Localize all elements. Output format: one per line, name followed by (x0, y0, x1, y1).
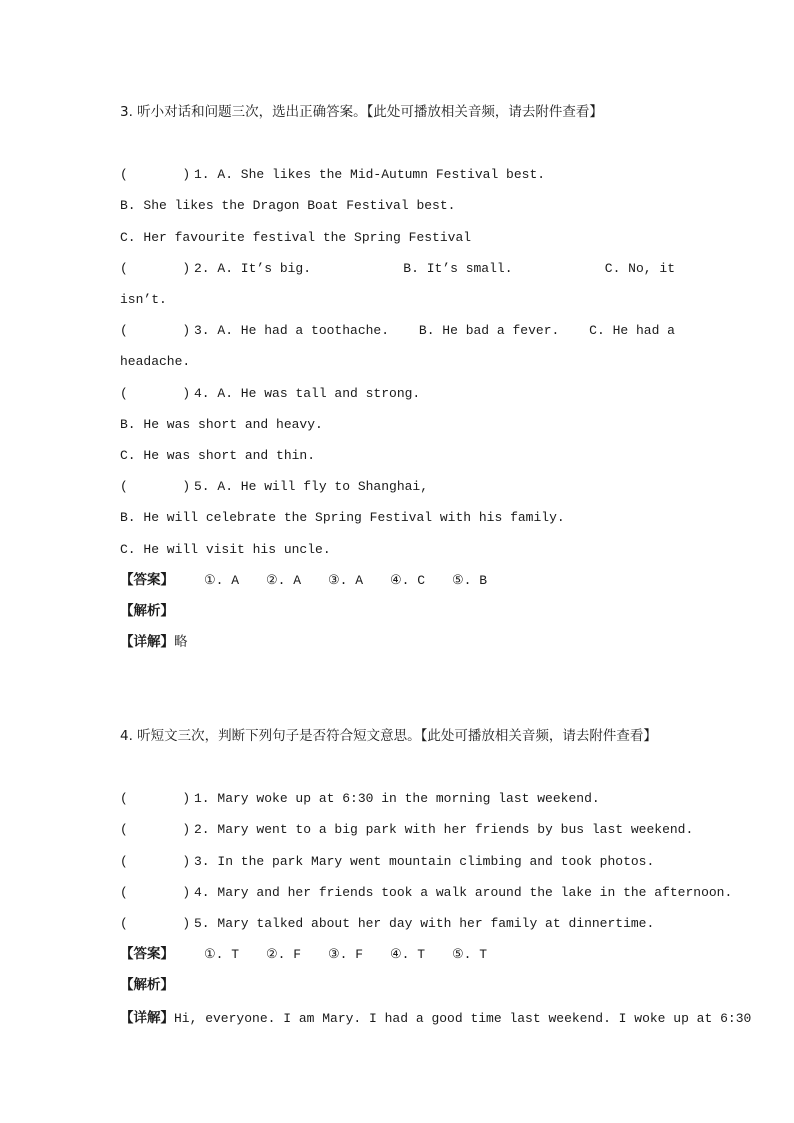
answer-blank[interactable]: ( ) (120, 261, 191, 276)
detail-label: 【详解】 (120, 1010, 174, 1026)
q4-statement-5 (120, 916, 654, 932)
statement-text: 4. Mary and her friends took a walk around the lake in the afternoon. (194, 885, 733, 900)
option-c: C. No, it (604, 261, 675, 276)
answer-5: ⑤. T (452, 947, 488, 962)
answer-2: ②. F (266, 947, 302, 962)
option-a: 5. A. He will fly to Shanghai, (194, 479, 429, 494)
answer-blank[interactable]: ( ) (120, 386, 191, 401)
q3-item-5-option-c: C. He will visit his uncle. (120, 542, 331, 557)
q3-item-2 (120, 261, 675, 277)
answer-1: ①. A (204, 573, 240, 588)
answer-blank[interactable]: ( ) (120, 323, 191, 338)
q3-answer-row (120, 572, 514, 589)
q4-statement-4 (120, 885, 732, 901)
option-a: 4. A. He was tall and strong. (194, 386, 421, 401)
answer-blank[interactable]: ( ) (120, 916, 191, 931)
q4-statement-3 (120, 854, 654, 870)
q3-item-1 (120, 167, 545, 183)
answer-label: 【答案】 (120, 572, 174, 588)
q4-answer-row (120, 946, 514, 963)
q4-detail-row (120, 1010, 751, 1027)
statement-text: 1. Mary woke up at 6:30 in the morning last weekend. (194, 791, 600, 806)
q4-statement-2 (120, 822, 693, 838)
statement-text: 5. Mary talked about her day with her family at dinnertime. (194, 916, 655, 931)
answer-4: ④. C (390, 573, 426, 588)
answer-blank[interactable]: ( ) (120, 791, 191, 806)
detail-label: 【详解】 (120, 634, 174, 650)
detail-text: Hi, everyone. I am Mary. I had a good time last weekend. I woke up at 6:30 (174, 1011, 752, 1026)
answer-5: ⑤. B (452, 573, 488, 588)
answer-blank[interactable]: ( ) (120, 885, 191, 900)
q3-item-5-option-b: B. He will celebrate the Spring Festival with his family. (120, 510, 565, 525)
answer-4: ④. T (390, 947, 426, 962)
answer-blank[interactable]: ( ) (120, 822, 191, 837)
q3-analysis-label: 【解析】 (120, 603, 174, 619)
q3-detail-row (120, 634, 188, 651)
q3-item-3-continuation: headache. (120, 354, 191, 369)
q3-item-4-option-c: C. He was short and thin. (120, 448, 316, 463)
option-a: 2. A. It’s big. (194, 261, 312, 276)
statement-text: 3. In the park Mary went mountain climbing and took photos. (194, 854, 655, 869)
answer-label: 【答案】 (120, 946, 174, 962)
option-b: B. It’s small. (403, 261, 513, 276)
option-b: B. He bad a fever. (418, 323, 560, 338)
q3-item-2-continuation: isn’t. (120, 292, 167, 307)
answer-3: ③. A (328, 573, 364, 588)
answer-3: ③. F (328, 947, 364, 962)
option-a: 1. A. She likes the Mid-Autumn Festival best. (194, 167, 546, 182)
option-c: C. He had a (589, 323, 675, 338)
q3-item-1-option-b: B. She likes the Dragon Boat Festival best. (120, 198, 456, 213)
q3-item-3 (120, 323, 675, 339)
q4-statement-1 (120, 791, 600, 807)
q3-heading: 3. 听小对话和问题三次，选出正确答案。【此处可播放相关音频，请去附件查看】 (120, 104, 603, 120)
answer-blank[interactable]: ( ) (120, 479, 191, 494)
answer-2: ②. A (266, 573, 302, 588)
q4-heading: 4. 听短文三次，判断下列句子是否符合短文意思。【此处可播放相关音频，请去附件查看】 (120, 728, 657, 744)
q4-analysis-label: 【解析】 (120, 977, 174, 993)
q3-item-5 (120, 479, 428, 495)
option-a: 3. A. He had a toothache. (194, 323, 390, 338)
statement-text: 2. Mary went to a big park with her friends by bus last weekend. (194, 822, 694, 837)
answer-blank[interactable]: ( ) (120, 854, 191, 869)
q3-item-4 (120, 386, 420, 402)
answer-blank[interactable]: ( ) (120, 167, 191, 182)
q3-item-1-option-c: C. Her favourite festival the Spring Festival (120, 230, 472, 245)
q3-item-4-option-b: B. He was short and heavy. (120, 417, 323, 432)
answer-1: ①. T (204, 947, 240, 962)
detail-text: 略 (174, 634, 188, 650)
